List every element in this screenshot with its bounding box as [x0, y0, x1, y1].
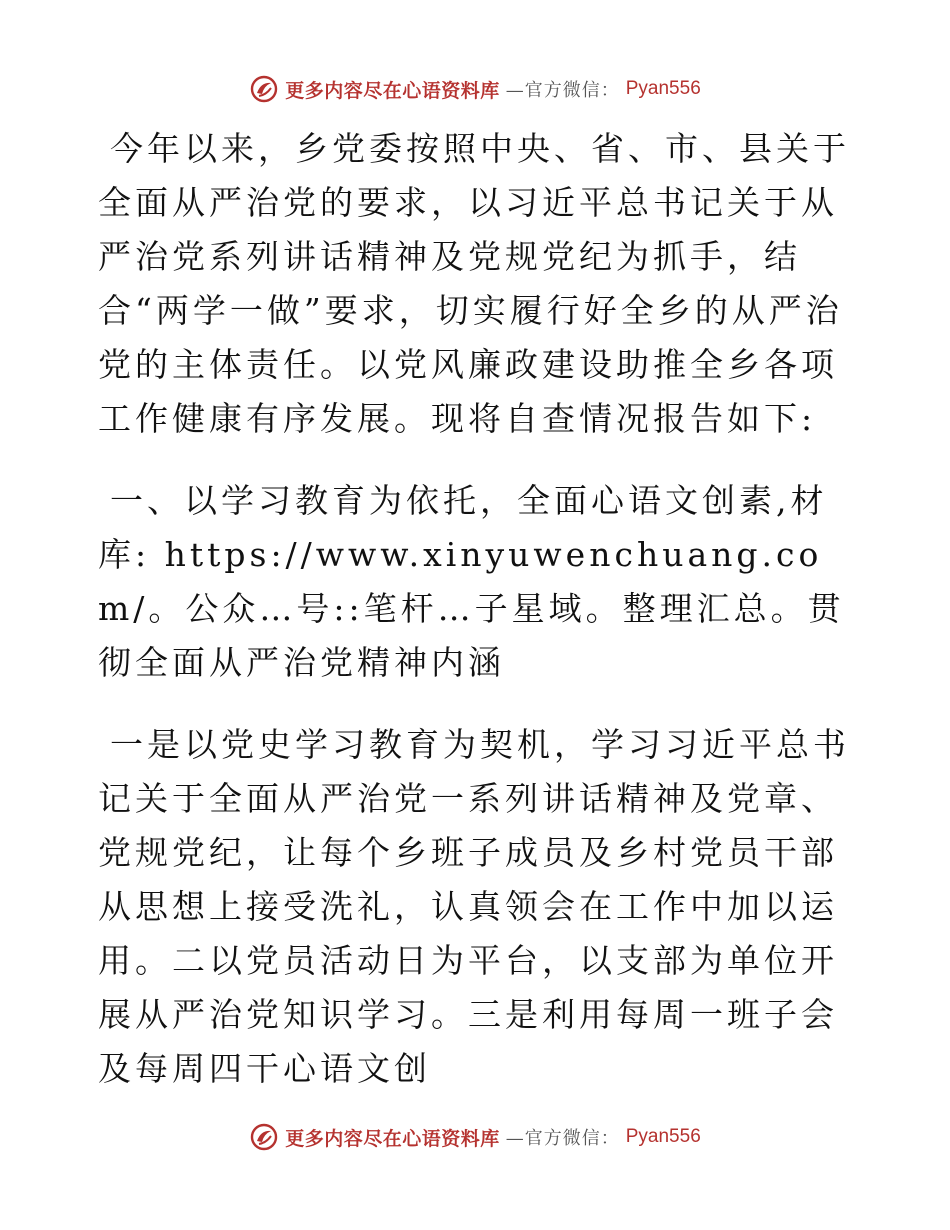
paragraph-section-one-detail: 一是以党史学习教育为契机，学习习近平总书记关于全面从严治党一系列讲话精神及党章、党规党纪，让每个乡班子成员及乡村党员干部从思想上接受洗礼，认真领会在工作中加以运用。二以党员活动日为平台，以支部为单位开展从严治党知识学习。三是利用每周一班子会及每周四干心语文创	[98, 725, 850, 1088]
document-body	[98, 122, 858, 1124]
swirl-logo-icon	[249, 74, 279, 104]
paragraph-intro: 今年以来，乡党委按照中央、省、市、县关于全面从严治党的要求，以习近平总书记关于从严治党系列讲话精神及党规党纪为抓手，结合“两学一做”要求，切实履行好全乡的从严治党的主体责任。以党风廉政建设助推全乡各项工作健康有序发展。现将自查情况报告如下:	[98, 129, 850, 438]
header-wechat-id: Pyan556	[625, 78, 701, 99]
footer-wechat-id: Pyan556	[625, 1126, 701, 1147]
header-separator: —官方微信：	[505, 80, 620, 101]
paragraph-section-one: 一、以学习教育为依托，全面心语文创素,材库: https://www.xinyuwenchuang.com/。公众…号::笔杆…子星域。整理汇总。贯彻全面从严治党精神内涵	[98, 481, 845, 682]
footer-separator: —官方微信：	[505, 1128, 620, 1149]
swirl-logo-icon	[249, 1122, 279, 1152]
header-watermark-banner	[0, 74, 950, 104]
footer-site-text: 更多内容尽在心语资料库	[285, 1127, 500, 1150]
header-site-text: 更多内容尽在心语资料库	[285, 79, 500, 102]
footer-watermark-banner	[0, 1122, 950, 1152]
